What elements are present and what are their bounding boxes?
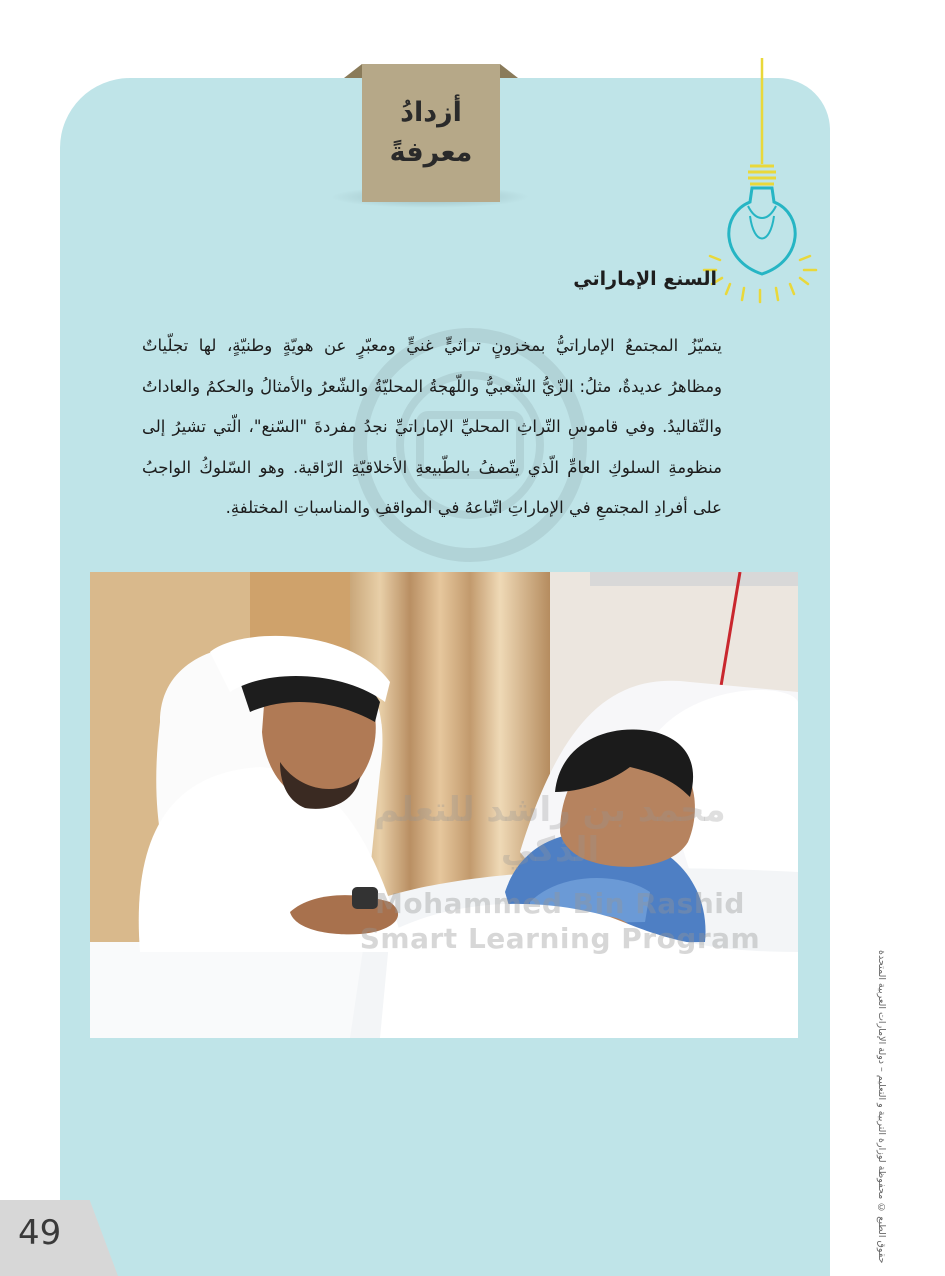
section-title: السنع الإماراتي — [573, 268, 717, 290]
copyright-notice: حقوق الطبع © محفوظة لوزارة التربية و التعليم – دولة الإمارات العربية المتحدة — [876, 950, 887, 1264]
tab-ear-left — [344, 64, 362, 78]
watermark-line2: Smart Learning Program — [359, 922, 761, 955]
body-paragraph: يتميّزُ المجتمعُ الإماراتيُّ بمخزونٍ تراثيٍّ غنيٍّ ومعبّرٍ عن هويّةٍ وطنيّةٍ، لها تجلّياتٌ ومظاهرُ عديدةٌ، مثلُ: الزّيُّ الشّعبيُّ واللّهجةُ المحليّةُ والشّعرُ والأمثالُ والحكمُ والعاداتُ والتّقاليدُ. وفي قاموسِ التّراثِ المحليِّ الإماراتيِّ نجدُ مفردةَ "السّنع"، الّتي تشيرُ إلى منظومةِ السلوكِ العامِّ الّذي يتّصفُ بالطّبيعةِ الأخلاقيّةِ الرّاقية. وهو السّلوكُ الواجبُ على أفرادِ المجتمعِ في الإماراتِ اتّباعهُ في المواقفِ والمناسباتِ المختلفةِ. — [142, 336, 722, 517]
page-number: 49 — [18, 1213, 62, 1253]
tab-ear-right — [500, 64, 518, 78]
hospital-visit-photo — [90, 572, 798, 1038]
watermark-line1: Mohammed Bin Rashid — [375, 887, 745, 920]
header-tab-line1: أزدادُ — [400, 97, 462, 128]
header-tab-line2: معرفةً — [389, 137, 473, 168]
header-tab — [362, 64, 500, 202]
watermark-arabic: محمد بن راشد للتعلم الذكي — [374, 790, 726, 870]
